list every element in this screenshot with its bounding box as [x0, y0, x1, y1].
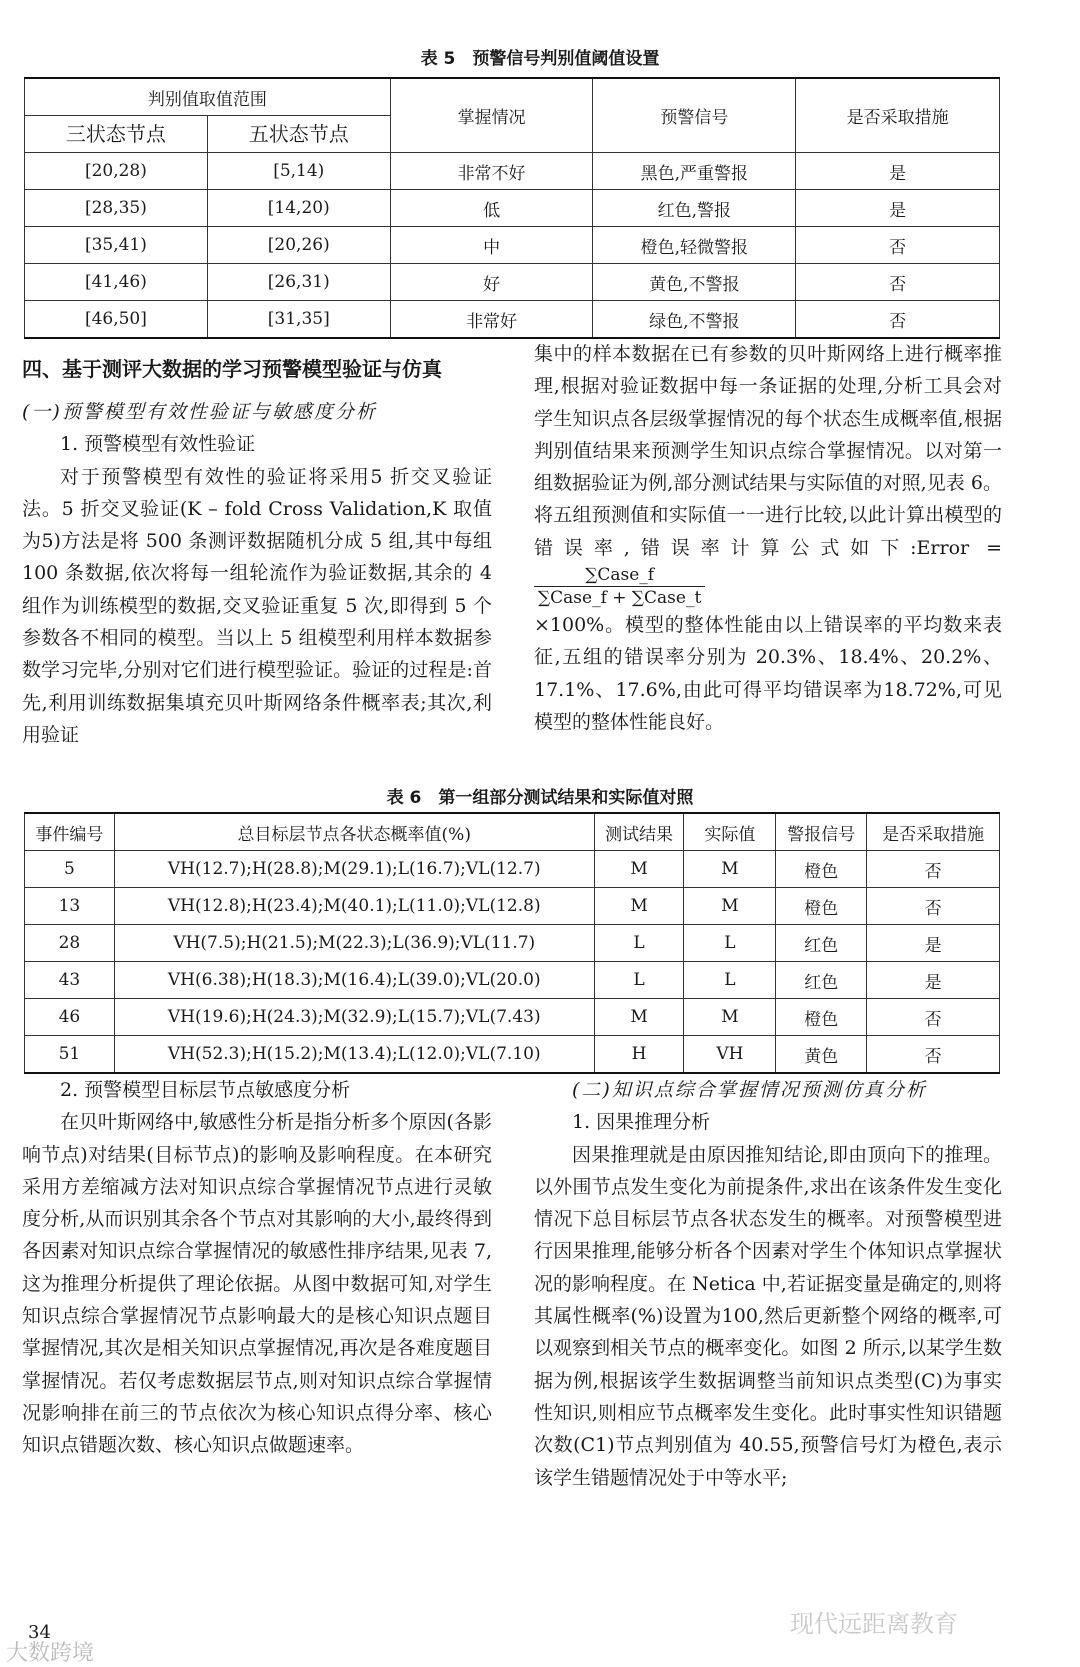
formula-denominator: ∑Case_f + ∑Case_t [538, 588, 702, 609]
table-cell: H [594, 1036, 684, 1074]
table-cell: [14,20) [207, 190, 390, 227]
table-row [25, 1036, 1000, 1074]
subsection-heading: (一)预警模型有效性验证与敏感度分析 [22, 401, 377, 423]
paragraph: 在贝叶斯网络中,敏感性分析是指分析多个原因(各影响节点)对结果(目标节点)的影响及影响程度。在本研究采用方差缩减方法对知识点综合掌握情况节点进行灵敏度分析,从而识别其余各个节点对其影响的大小,最终得到各因素对知识点综合掌握情况的敏感性排序结果,见表 7,这为推理分析提供了理论依据。从图中数据可知,对学生知识点综合掌握情况节点影响最大的是核心知识点题目掌握情况,其次是相关知识点掌握情况,再次是各难度题目掌握情况。若仅考虑数据层节点,则对知识点综合掌握情况影响排在前三的节点依次为核心知识点得分率、核心知识点错题次数、核心知识点做题速率。 [22, 1111, 492, 1457]
table-cell: 否 [867, 999, 1000, 1036]
subsubsection-heading: 1. 预警模型有效性验证 [60, 433, 256, 456]
table-cell: M [594, 999, 684, 1036]
paragraph: 因果推理就是由原因推知结论,即由顶向下的推理。以外围节点发生变化为前提条件,求出在该条件发生变化情况下总目标层节点各状态发生的概率。对预警模型进行因果推理,能够分析各个因素对学生个体知识点掌握状况的影响程度。在 Netica 中,若证据变量是确定的,则将其属性概率(%)设置为100,然后更新整个网络的概率,可以观察到相关节点的概率变化。如图 2 所示,以某学生数据为例,根据该学生数据调整当前知识点类型(C)为事实性知识,则相应节点概率发生变化。此时事实性知识错题次数(C1)节点判别值为 40.55,预警信号灯为橙色,表示该学生错题情况处于中等水平; [534, 1143, 1002, 1489]
table-cell: 低 [390, 190, 593, 227]
table-cell: [20,28) [25, 153, 208, 190]
table-row [25, 999, 1000, 1036]
table-cell: 是 [796, 190, 1000, 227]
table-cell: 是 [796, 153, 1000, 190]
t6-header: 总目标层节点各状态概率值(%) [114, 813, 594, 851]
t5-header-three: 三状态节点 [25, 116, 208, 153]
table-cell: 橙色 [776, 999, 867, 1036]
table-cell: VH(52.3);H(15.2);M(13.4);L(12.0);VL(7.10) [114, 1036, 594, 1074]
table-cell: 黄色 [776, 1036, 867, 1074]
table-cell: M [684, 851, 776, 888]
formula-numerator: ∑Case_f [534, 564, 705, 587]
table-cell: [31,35] [207, 301, 390, 339]
table-cell: 否 [867, 888, 1000, 925]
table-cell: 28 [25, 925, 115, 962]
table-cell: 黑色,严重警报 [593, 153, 796, 190]
table-cell: 51 [25, 1036, 115, 1074]
section-title: 四、基于测评大数据的学习预警模型验证与仿真 [22, 357, 442, 381]
subsubsection-heading: 1. 因果推理分析 [572, 1111, 711, 1134]
table-cell: M [684, 999, 776, 1036]
table-cell: 43 [25, 962, 115, 999]
t6-header: 事件编号 [25, 813, 115, 851]
table-cell: [26,31) [207, 264, 390, 301]
table-cell: 否 [796, 227, 1000, 264]
table-row [25, 227, 1000, 264]
right-column-bottom [534, 1074, 1002, 1494]
table-cell: 否 [796, 264, 1000, 301]
table-cell: 中 [390, 227, 593, 264]
right-column-top [534, 338, 1002, 738]
table-cell: 46 [25, 999, 115, 1036]
table-row [25, 851, 1000, 888]
table-cell: VH [684, 1036, 776, 1074]
table-cell: VH(12.7);H(28.8);M(29.1);L(16.7);VL(12.7) [114, 851, 594, 888]
table-cell: 橙色,轻微警报 [593, 227, 796, 264]
subsubsection-heading: 2. 预警模型目标层节点敏感度分析 [60, 1079, 351, 1101]
table-row [25, 962, 1000, 999]
table-cell: 红色,警报 [593, 190, 796, 227]
t6-header: 实际值 [684, 813, 776, 851]
t6-header: 警报信号 [776, 813, 867, 851]
table-cell: M [684, 888, 776, 925]
table-cell: L [594, 962, 684, 999]
table-row [25, 925, 1000, 962]
table-cell: 5 [25, 851, 115, 888]
paragraph: ×100%。模型的整体性能由以上错误率的平均数来表征,五组的错误率分别为 20.3%、18.4%、20.2%、17.1%、17.6%,由此可得平均错误率为18.72%,可见模型的整体性能良好。 [534, 614, 1002, 733]
watermark-left: 大数跨境 [6, 1641, 95, 1666]
table-row [25, 153, 1000, 190]
table5 [24, 77, 1000, 339]
t5-header-five: 五状态节点 [207, 116, 390, 153]
table-cell: 13 [25, 888, 115, 925]
table-cell: 非常好 [390, 301, 593, 339]
table-row [25, 888, 1000, 925]
t5-header-mastery: 掌握情况 [390, 78, 593, 153]
table-cell: 否 [867, 1036, 1000, 1074]
error-formula [534, 564, 705, 609]
table-row [25, 264, 1000, 301]
table-cell: [20,26) [207, 227, 390, 264]
table-cell: 橙色 [776, 851, 867, 888]
table-cell: [41,46) [25, 264, 208, 301]
table-cell: 红色 [776, 925, 867, 962]
table-cell: M [594, 851, 684, 888]
table-cell: 是 [867, 925, 1000, 962]
table-cell: L [684, 925, 776, 962]
table-cell: [46,50] [25, 301, 208, 339]
t6-header: 测试结果 [594, 813, 684, 851]
paragraph: 对于预警模型有效性的验证将采用5 折交叉验证法。5 折交叉验证(K – fold Cross Validation,K 取值为5)方法是将 500 条测评数据随机分成 5 组,其中每组 100 条数据,依次将每一组轮流作为验证数据,其余的 4 组作为训练模型的数据,交叉验证重复 5 次,即得到 5 个参数各不相同的模型。当以上 5 组模型利用样本数据参数学习完毕,分别对它们进行模型验证。验证的过程是:首先,利用训练数据集填充贝叶斯网络条件概率表;其次,利用验证 [22, 465, 492, 746]
subsection-heading: (二)知识点综合掌握情况预测仿真分析 [572, 1079, 927, 1101]
left-column-bottom [22, 1074, 492, 1462]
table-cell: 否 [796, 301, 1000, 339]
table-cell: 好 [390, 264, 593, 301]
table-cell: VH(12.8);H(23.4);M(40.1);L(11.0);VL(12.8) [114, 888, 594, 925]
paragraph-text: 集中的样本数据在已有参数的贝叶斯网络上进行概率推理,根据对验证数据中每一条证据的处理,分析工具会对学生知识点各层级掌握情况的每个状态生成概率值,根据判别值结果来预测学生知识点综合掌握情况。以对第一组数据验证为例,部分测试结果与实际值的对照,见表 6。将五组预测值和实际值一一进行比较,以此计算出模型的错误率,错误率计算公式如下:Error = [534, 343, 1002, 559]
table-cell: 非常不好 [390, 153, 593, 190]
table-cell: 黄色,不警报 [593, 264, 796, 301]
left-column-top [22, 352, 492, 751]
table-cell: 红色 [776, 962, 867, 999]
table-cell: VH(7.5);H(21.5);M(22.3);L(36.9);VL(11.7) [114, 925, 594, 962]
table6 [24, 812, 1000, 1074]
watermark-right: 现代远距离教育 [790, 1610, 958, 1638]
table-cell: VH(19.6);H(24.3);M(32.9);L(15.7);VL(7.43) [114, 999, 594, 1036]
table-row [25, 190, 1000, 227]
t5-header-range: 判别值取值范围 [25, 78, 391, 116]
t5-header-signal: 预警信号 [593, 78, 796, 153]
page-number: 34 [28, 1622, 51, 1643]
table6-caption: 表 6 第一组部分测试结果和实际值对照 [386, 788, 694, 808]
t6-header: 是否采取措施 [867, 813, 1000, 851]
table-cell: 是 [867, 962, 1000, 999]
table-cell: 橙色 [776, 888, 867, 925]
paragraph [534, 338, 1002, 609]
table-cell: L [594, 925, 684, 962]
t5-header-action: 是否采取措施 [796, 78, 1000, 153]
table-cell: L [684, 962, 776, 999]
table-cell: M [594, 888, 684, 925]
table-cell: [5,14) [207, 153, 390, 190]
table5-caption: 表 5 预警信号判别值阈值设置 [420, 49, 660, 69]
table-row [25, 301, 1000, 339]
table-cell: VH(6.38);H(18.3);M(16.4);L(39.0);VL(20.0) [114, 962, 594, 999]
table-cell: [35,41) [25, 227, 208, 264]
table-cell: 否 [867, 851, 1000, 888]
table-cell: 绿色,不警报 [593, 301, 796, 339]
table-cell: [28,35) [25, 190, 208, 227]
